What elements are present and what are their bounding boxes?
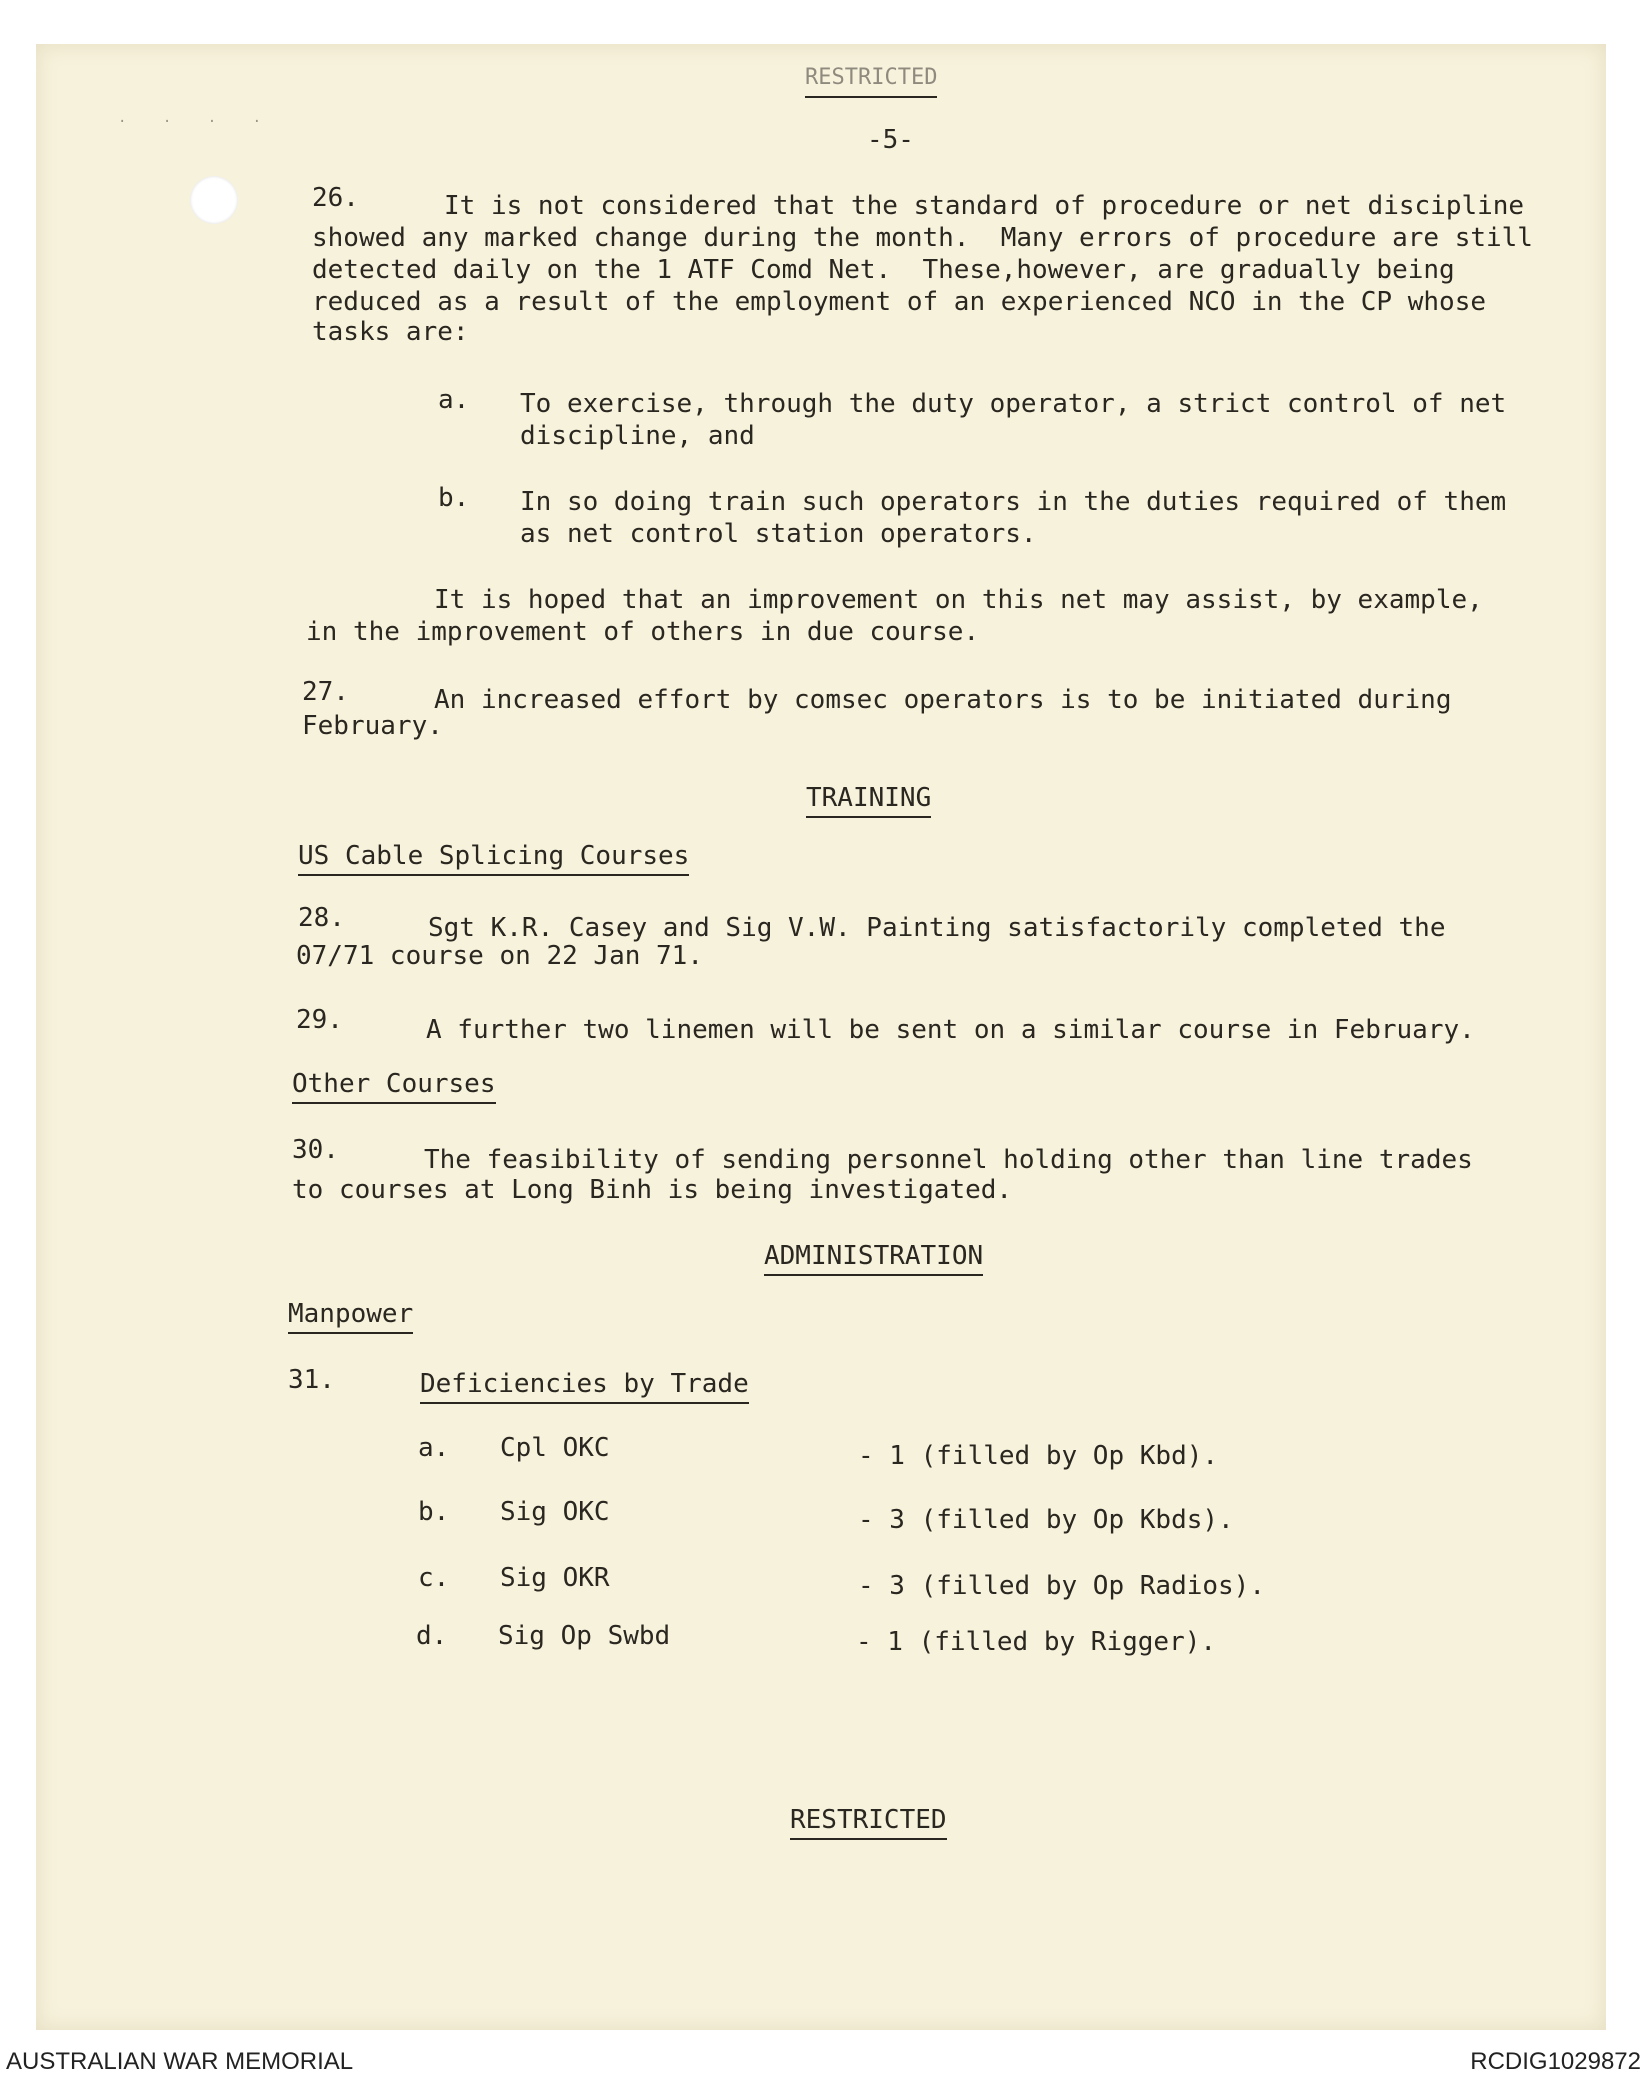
para-27-line-1: An increased effort by comsec operators is to be initiated during [434, 685, 1452, 715]
para-26-number: 26. [312, 183, 359, 213]
para-26-line-3: detected daily on the 1 ATF Comd Net. These,however, are gradually being [312, 255, 1455, 285]
para-29-number: 29. [296, 1005, 343, 1035]
para-26-item-a-letter: a. [438, 385, 470, 415]
para-28-line-2: 07/71 course on 22 Jan 71. [296, 941, 703, 971]
footer-record-id: RCDIG1029872 [1470, 2048, 1641, 2075]
deficiencies-title: Deficiencies by Trade [420, 1368, 749, 1404]
deficiency-a-detail: - 1 (filled by Op Kbd). [858, 1441, 1219, 1471]
para-26-item-a-line-1: To exercise, through the duty operator, a strict control of net [520, 389, 1507, 419]
deficiency-b-detail: - 3 (filled by Op Kbds). [858, 1505, 1234, 1535]
para-28-number: 28. [298, 903, 345, 933]
deficiency-c-detail: - 3 (filled by Op Radios). [858, 1571, 1265, 1601]
manpower-subheading: Manpower [288, 1298, 413, 1334]
para-26-item-b-line-2: as net control station operators. [520, 519, 1037, 549]
deficiency-c-trade: Sig OKR [500, 1563, 610, 1593]
deficiency-b-trade: Sig OKC [500, 1497, 610, 1527]
administration-heading: ADMINISTRATION [764, 1240, 983, 1276]
deficiency-a-trade: Cpl OKC [500, 1433, 610, 1463]
para-26-line-1: It is not considered that the standard of procedure or net discipline [444, 191, 1525, 221]
para-27-line-2: February. [302, 711, 443, 741]
deficiency-d-letter: d. [416, 1621, 448, 1651]
para-26-follow-line-2: in the improvement of others in due course. [306, 617, 980, 647]
footer-archive-name: AUSTRALIAN WAR MEMORIAL [6, 2048, 354, 2075]
para-26-item-b-line-1: In so doing train such operators in the duties required of them [520, 487, 1507, 517]
deficiency-c-letter: c. [418, 1563, 450, 1593]
para-26-item-a-line-2: discipline, and [520, 421, 755, 451]
para-26-item-b-letter: b. [438, 483, 470, 513]
deficiency-d-detail: - 1 (filled by Rigger). [856, 1627, 1217, 1657]
para-30-line-1: The feasibility of sending personnel holding other than line trades [424, 1145, 1473, 1175]
classification-top: RESTRICTED [805, 62, 937, 98]
para-27-number: 27. [302, 677, 349, 707]
para-29-line-1: A further two linemen will be sent on a similar course in February. [426, 1015, 1475, 1045]
para-31-number: 31. [288, 1365, 335, 1395]
training-heading: TRAINING [806, 782, 931, 818]
para-26-line-4: reduced as a result of the employment of an experienced NCO in the CP whose [312, 287, 1486, 317]
stray-marks: . . . . [118, 110, 276, 126]
other-courses-subheading: Other Courses [292, 1068, 496, 1104]
para-26-line-2: showed any marked change during the month. Many errors of procedure are still [312, 223, 1533, 253]
punch-hole [190, 176, 238, 224]
para-26-line-5: tasks are: [312, 317, 469, 347]
classification-bottom: RESTRICTED [790, 1804, 947, 1840]
para-28-line-1: Sgt K.R. Casey and Sig V.W. Painting satisfactorily completed the [428, 913, 1446, 943]
deficiency-b-letter: b. [418, 1497, 450, 1527]
para-30-number: 30. [292, 1135, 339, 1165]
cable-splicing-subheading: US Cable Splicing Courses [298, 840, 689, 876]
deficiency-a-letter: a. [418, 1433, 450, 1463]
para-26-follow-line-1: It is hoped that an improvement on this net may assist, by example, [434, 585, 1483, 615]
deficiency-d-trade: Sig Op Swbd [498, 1621, 671, 1651]
page-number: -5- [867, 125, 914, 155]
para-30-line-2: to courses at Long Binh is being investigated. [292, 1175, 1013, 1205]
